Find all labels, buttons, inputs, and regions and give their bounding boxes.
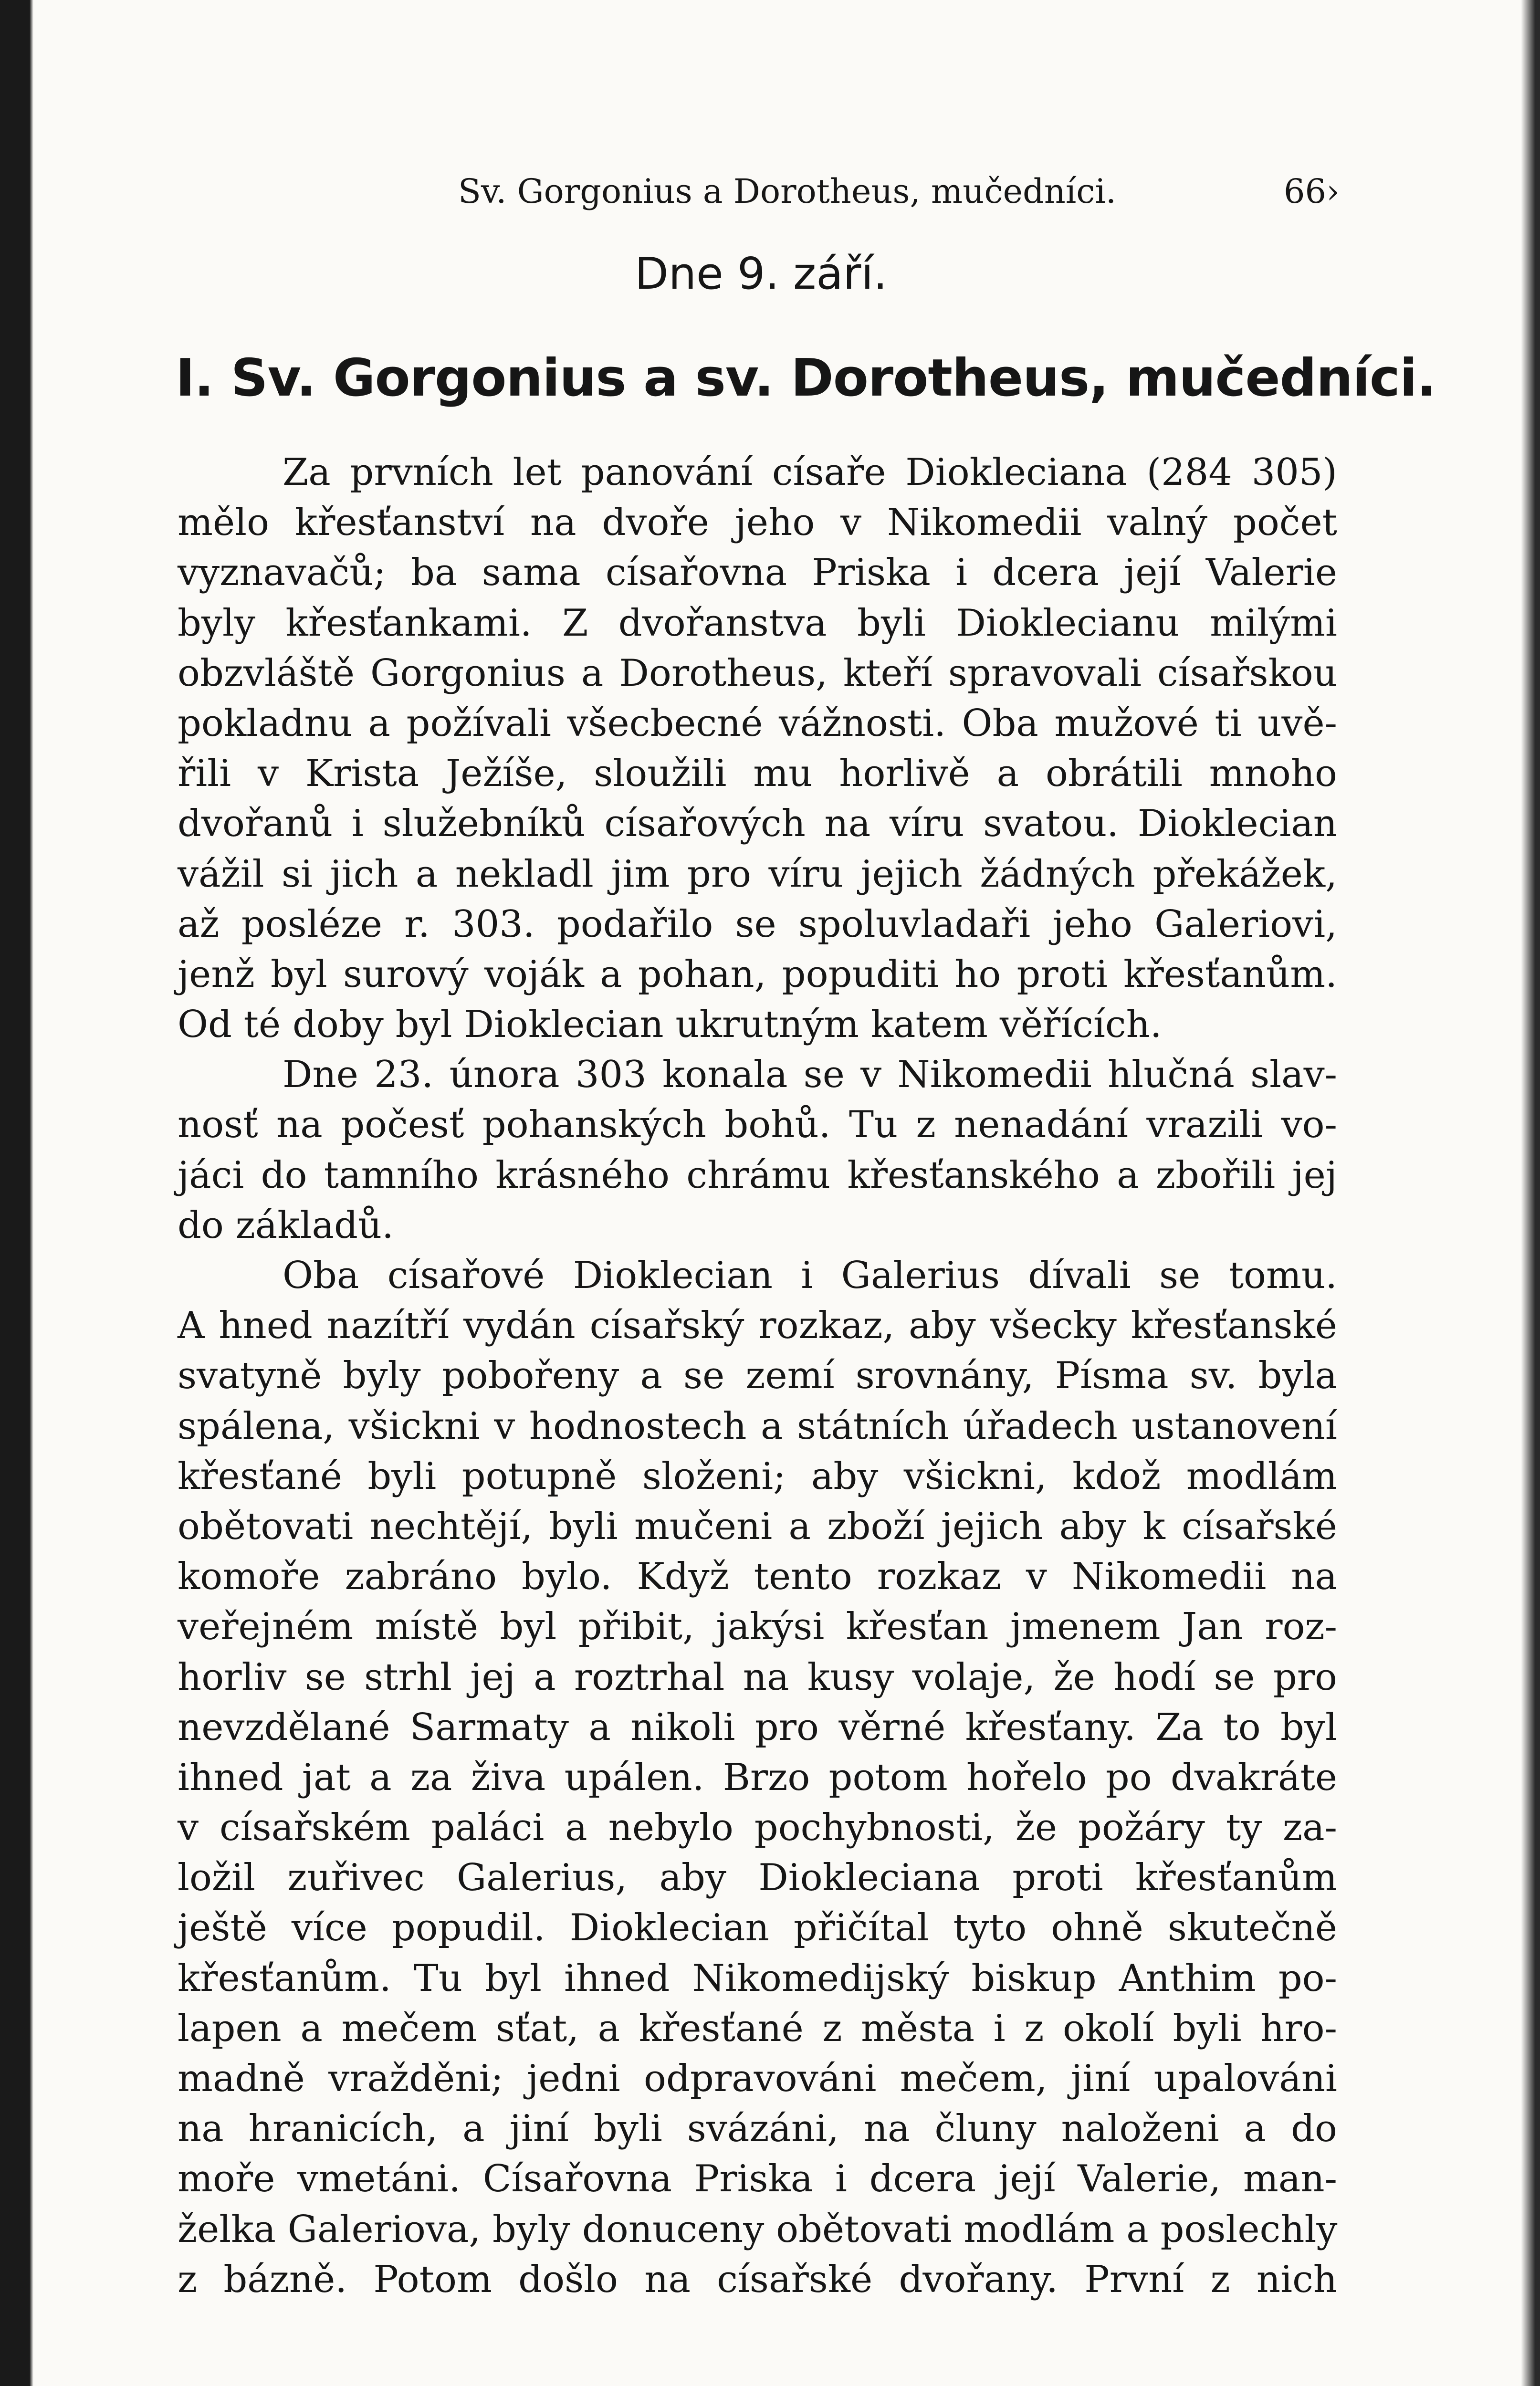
text-line: obětovati nechtějí, byli mučeni a zboží jejich aby k císařské [178,1505,1337,1548]
scan-edge-left [0,0,33,2386]
text-line: jenž byl surový voják a pohan, popuditi ho proti křesťanům. [178,952,1337,996]
text-line: dvořanů i služebníků císařových na víru svatou. Dioklecian [178,802,1337,846]
text-line: až posléze r. 303. podařilo se spoluvladaři jeho Galeriovi, [178,902,1337,946]
text-line: jáci do tamního krásného chrámu křesťanského a zbořili jej [178,1153,1337,1197]
text-line: křesťanům. Tu byl ihned Nikomedijský biskup Anthim po- [178,1957,1337,2000]
scan-edge-right [1521,0,1540,2386]
text-line: křesťané byli potupně složeni; aby všickni, kdož modlám [178,1455,1337,1498]
text-line: v císařském paláci a nebylo pochybnosti, že požáry ty za- [178,1806,1337,1850]
chapter-title: I. Sv. Gorgonius a sv. Dorotheus, mučedníci. [176,348,1436,408]
text-line: veřejném místě byl přibit, jakýsi křesťan jmenem Jan roz- [178,1605,1337,1649]
text-line: Od té doby byl Dioklecian ukrutným katem věřících. [178,1003,1162,1046]
text-line: vyznavačů; ba sama císařovna Priska i dcera její Valerie [178,551,1337,595]
text-line: obzvláště Gorgonius a Dorotheus, kteří spravovali císařskou [178,651,1337,695]
running-header: Sv. Gorgonius a Dorotheus, mučedníci. [458,172,1117,211]
text-line: vážil si jich a nekladl jim pro víru jejich žádných překážek, [178,852,1337,896]
date-heading: Dne 9. září. [635,248,888,299]
body-text [178,448,1337,2305]
text-line: na hranicích, a jiní byli svázáni, na čluny naloženi a do [178,2107,1337,2151]
text-line: komoře zabráno bylo. Když tento rozkaz v Nikomedii na [178,1555,1337,1599]
text-line: do základů. [178,1203,394,1247]
text-line: Za prvních let panování císaře Diokleciana (284 305) [283,451,1337,494]
text-line: Oba císařové Dioklecian i Galerius dívali se tomu. [283,1254,1337,1297]
text-line: spálena, všickni v hodnostech a státních úřadech ustanovení [178,1404,1337,1448]
text-line: Dne 23. února 303 konala se v Nikomedii hlučná slav- [283,1053,1337,1097]
text-line: horliv se strhl jej a roztrhal na kusy volaje, že hodí se pro [178,1655,1337,1699]
text-line: ložil zuřivec Galerius, aby Diokleciana proti křesťanům [178,1856,1337,1900]
text-line: nosť na počesť pohanských bohů. Tu z nenadání vrazili vo- [178,1103,1337,1147]
text-line: lapen a mečem sťat, a křesťané z města i z okolí byli hro- [178,2007,1337,2050]
text-line: svatyně byly pobořeny a se zemí srovnány, Písma sv. byla [178,1354,1337,1398]
text-line: z bázně. Potom došlo na císařské dvořany. První z nich [178,2258,1337,2301]
text-line: byly křesťankami. Z dvořanstva byli Dioklecianu milými [178,601,1337,645]
text-line: A hned nazítří vydán císařský rozkaz, aby všecky křesťanské [178,1304,1337,1348]
page-number: 66› [1284,172,1340,211]
text-line: nevzdělané Sarmaty a nikoli pro věrné křesťany. Za to byl [178,1706,1337,1749]
text-line: želka Galeriova, byly donuceny obětovati modlám a poslechly [178,2208,1338,2251]
text-line: řili v Krista Ježíše, sloužili mu horlivě a obrátili mnoho [178,752,1337,795]
text-line: madně vražděni; jedni odpravováni mečem, jiní upalováni [178,2057,1337,2100]
text-line: pokladnu a požívali všecbecné vážnosti. Oba mužové ti uvě- [178,701,1337,745]
text-line: ihned jat a za živa upálen. Brzo potom hořelo po dvakráte [178,1756,1337,1799]
text-line: moře vmetáni. Císařovna Priska i dcera její Valerie, man- [178,2157,1337,2201]
text-line: ještě více popudil. Dioklecian přičítal tyto ohně skutečně [178,1906,1337,1950]
text-line: mělo křesťanství na dvoře jeho v Nikomedii valný počet [178,501,1337,544]
